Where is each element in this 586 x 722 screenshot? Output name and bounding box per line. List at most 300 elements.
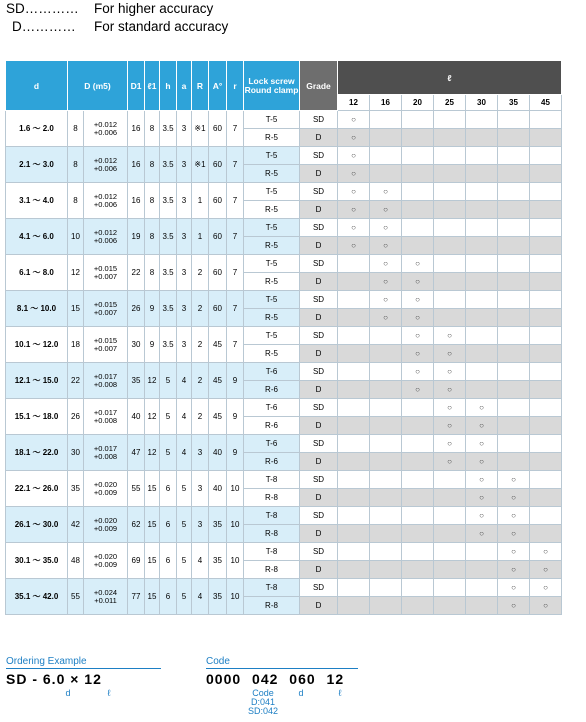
cell-ell-35 bbox=[498, 507, 530, 525]
header-grade: Grade bbox=[300, 61, 338, 111]
cell-ell-12 bbox=[338, 507, 370, 525]
cell-ell-12 bbox=[338, 183, 370, 201]
cell-ell-30 bbox=[466, 327, 498, 345]
cell-l1: 8 bbox=[145, 183, 160, 219]
cell-grade: D bbox=[300, 597, 338, 615]
cell-l1: 15 bbox=[145, 507, 160, 543]
cell-ell-45 bbox=[530, 147, 562, 165]
cell-ell-12 bbox=[338, 597, 370, 615]
cell-ell-30 bbox=[466, 165, 498, 183]
cell-ell-12 bbox=[338, 471, 370, 489]
cell-ell-35 bbox=[498, 111, 530, 129]
cell-ell-16 bbox=[370, 543, 402, 561]
header-d: d bbox=[6, 61, 68, 111]
cell-grade: SD bbox=[300, 111, 338, 129]
cell-ell-25 bbox=[434, 543, 466, 561]
availability-mark: ○ bbox=[447, 385, 452, 394]
cell-d: 3.1 ～ 4.0 bbox=[6, 183, 68, 219]
header-D1: D1 bbox=[128, 61, 145, 111]
cell-A: 60 bbox=[209, 255, 227, 291]
cell-tolerance bbox=[84, 399, 128, 435]
cell-d: 8.1 ～ 10.0 bbox=[6, 291, 68, 327]
cell-l1: 8 bbox=[145, 111, 160, 147]
cell-D: 26 bbox=[68, 399, 84, 435]
cell-D1: 22 bbox=[128, 255, 145, 291]
cell-D: 12 bbox=[68, 255, 84, 291]
cell-ell-12 bbox=[338, 147, 370, 165]
cell-ell-25 bbox=[434, 327, 466, 345]
ordering-sub-l: ℓ bbox=[107, 688, 111, 698]
cell-tolerance bbox=[84, 291, 128, 327]
cell-clamp: T-5 bbox=[244, 147, 300, 165]
ell-value-header: 20 bbox=[402, 95, 434, 111]
cell-grade: D bbox=[300, 129, 338, 147]
cell-a: 3 bbox=[177, 327, 192, 363]
cell-ell-16 bbox=[370, 111, 402, 129]
cell-ell-25 bbox=[434, 201, 466, 219]
cell-ell-25 bbox=[434, 381, 466, 399]
cell-ell-16 bbox=[370, 561, 402, 579]
cell-ell-16 bbox=[370, 219, 402, 237]
cell-r: 9 bbox=[227, 399, 244, 435]
cell-clamp: R-5 bbox=[244, 273, 300, 291]
cell-ell-45 bbox=[530, 309, 562, 327]
cell-grade: SD bbox=[300, 255, 338, 273]
cell-ell-12 bbox=[338, 417, 370, 435]
header-R: R bbox=[192, 61, 209, 111]
availability-mark: ○ bbox=[415, 295, 420, 304]
cell-ell-35 bbox=[498, 399, 530, 417]
cell-tolerance bbox=[84, 363, 128, 399]
availability-mark: ○ bbox=[383, 313, 388, 322]
cell-D: 8 bbox=[68, 183, 84, 219]
cell-grade: D bbox=[300, 345, 338, 363]
cell-clamp: R-8 bbox=[244, 489, 300, 507]
cell-ell-12 bbox=[338, 381, 370, 399]
cell-tolerance bbox=[84, 219, 128, 255]
cell-ell-20 bbox=[402, 219, 434, 237]
cell-ell-45 bbox=[530, 183, 562, 201]
code-sub-code-d: D:041 bbox=[250, 697, 276, 707]
cell-D: 15 bbox=[68, 291, 84, 327]
table-row bbox=[6, 147, 562, 165]
cell-grade: D bbox=[300, 453, 338, 471]
header-D: D (m5) bbox=[68, 61, 128, 111]
cell-grade: D bbox=[300, 561, 338, 579]
cell-clamp: T-6 bbox=[244, 399, 300, 417]
cell-R: ※1 bbox=[192, 111, 209, 147]
ordering-subs bbox=[6, 689, 161, 717]
cell-ell-12 bbox=[338, 255, 370, 273]
cell-ell-35 bbox=[498, 381, 530, 399]
availability-mark: ○ bbox=[351, 151, 356, 160]
tolerance-upper: +0.020 bbox=[93, 515, 118, 525]
cell-ell-20 bbox=[402, 111, 434, 129]
cell-clamp: R-5 bbox=[244, 237, 300, 255]
cell-D1: 55 bbox=[128, 471, 145, 507]
cell-ell-20 bbox=[402, 543, 434, 561]
table-row bbox=[6, 507, 562, 525]
availability-mark: ○ bbox=[511, 493, 516, 502]
cell-ell-30 bbox=[466, 219, 498, 237]
availability-mark: ○ bbox=[447, 367, 452, 376]
cell-ell-25 bbox=[434, 111, 466, 129]
cell-ell-16 bbox=[370, 309, 402, 327]
cell-grade: D bbox=[300, 201, 338, 219]
cell-ell-30 bbox=[466, 273, 498, 291]
availability-mark: ○ bbox=[351, 205, 356, 214]
availability-mark: ○ bbox=[479, 421, 484, 430]
cell-ell-16 bbox=[370, 579, 402, 597]
cell-A: 45 bbox=[209, 399, 227, 435]
cell-ell-20 bbox=[402, 363, 434, 381]
cell-ell-20 bbox=[402, 129, 434, 147]
cell-clamp: T-6 bbox=[244, 435, 300, 453]
cell-ell-16 bbox=[370, 435, 402, 453]
cell-grade: SD bbox=[300, 219, 338, 237]
cell-ell-35 bbox=[498, 327, 530, 345]
availability-mark: ○ bbox=[479, 457, 484, 466]
availability-mark: ○ bbox=[447, 403, 452, 412]
cell-ell-25 bbox=[434, 165, 466, 183]
cell-A: 60 bbox=[209, 291, 227, 327]
cell-grade: SD bbox=[300, 147, 338, 165]
cell-R: 1 bbox=[192, 219, 209, 255]
cell-D1: 62 bbox=[128, 507, 145, 543]
cell-r: 7 bbox=[227, 291, 244, 327]
cell-ell-30 bbox=[466, 597, 498, 615]
cell-h: 3.5 bbox=[160, 219, 177, 255]
cell-ell-35 bbox=[498, 579, 530, 597]
legend-text-d: For standard accuracy bbox=[94, 19, 229, 34]
cell-ell-35 bbox=[498, 597, 530, 615]
cell-D1: 16 bbox=[128, 147, 145, 183]
tolerance-lower: +0.006 bbox=[93, 199, 118, 209]
cell-ell-25 bbox=[434, 309, 466, 327]
cell-ell-12 bbox=[338, 237, 370, 255]
tolerance-upper: +0.012 bbox=[93, 119, 118, 129]
cell-grade: SD bbox=[300, 507, 338, 525]
cell-ell-16 bbox=[370, 291, 402, 309]
cell-a: 5 bbox=[177, 471, 192, 507]
cell-ell-35 bbox=[498, 417, 530, 435]
cell-clamp: T-6 bbox=[244, 363, 300, 381]
tolerance-lower: +0.008 bbox=[93, 451, 118, 461]
cell-D1: 30 bbox=[128, 327, 145, 363]
legend-key-sd: SD………… bbox=[6, 1, 79, 16]
cell-ell-25 bbox=[434, 345, 466, 363]
cell-ell-45 bbox=[530, 579, 562, 597]
cell-ell-16 bbox=[370, 201, 402, 219]
cell-clamp: R-8 bbox=[244, 525, 300, 543]
cell-a: 5 bbox=[177, 507, 192, 543]
cell-ell-35 bbox=[498, 201, 530, 219]
cell-ell-16 bbox=[370, 129, 402, 147]
legend-text-sd: For higher accuracy bbox=[94, 1, 214, 16]
availability-mark: ○ bbox=[543, 565, 548, 574]
cell-ell-16 bbox=[370, 165, 402, 183]
availability-mark: ○ bbox=[383, 241, 388, 250]
cell-ell-35 bbox=[498, 273, 530, 291]
cell-ell-20 bbox=[402, 309, 434, 327]
availability-mark: ○ bbox=[415, 349, 420, 358]
header-clamp-line2: Round clamp bbox=[244, 84, 299, 95]
availability-mark: ○ bbox=[351, 187, 356, 196]
table-row bbox=[6, 219, 562, 237]
cell-ell-12 bbox=[338, 219, 370, 237]
table-row bbox=[6, 543, 562, 561]
availability-mark: ○ bbox=[447, 457, 452, 466]
tolerance-upper: +0.012 bbox=[93, 191, 118, 201]
cell-ell-16 bbox=[370, 345, 402, 363]
availability-mark: ○ bbox=[479, 529, 484, 538]
ordering-value: SD - 6.0 × 12 bbox=[6, 671, 102, 687]
cell-r: 10 bbox=[227, 471, 244, 507]
availability-mark: ○ bbox=[543, 601, 548, 610]
cell-tolerance bbox=[84, 255, 128, 291]
cell-a: 4 bbox=[177, 435, 192, 471]
cell-grade: D bbox=[300, 417, 338, 435]
availability-mark: ○ bbox=[351, 115, 356, 124]
cell-ell-30 bbox=[466, 183, 498, 201]
cell-ell-20 bbox=[402, 255, 434, 273]
cell-ell-45 bbox=[530, 291, 562, 309]
spec-table bbox=[5, 60, 562, 615]
cell-a: 3 bbox=[177, 291, 192, 327]
cell-A: 35 bbox=[209, 507, 227, 543]
availability-mark: ○ bbox=[511, 475, 516, 484]
legend-row-d bbox=[6, 18, 228, 36]
cell-clamp: R-5 bbox=[244, 345, 300, 363]
cell-ell-20 bbox=[402, 471, 434, 489]
cell-ell-45 bbox=[530, 237, 562, 255]
cell-h: 6 bbox=[160, 579, 177, 615]
cell-ell-20 bbox=[402, 579, 434, 597]
cell-ell-25 bbox=[434, 453, 466, 471]
cell-ell-16 bbox=[370, 525, 402, 543]
cell-ell-45 bbox=[530, 381, 562, 399]
availability-mark: ○ bbox=[415, 367, 420, 376]
availability-mark: ○ bbox=[447, 349, 452, 358]
cell-R: 4 bbox=[192, 543, 209, 579]
cell-ell-35 bbox=[498, 129, 530, 147]
cell-a: 3 bbox=[177, 255, 192, 291]
availability-mark: ○ bbox=[415, 313, 420, 322]
cell-ell-45 bbox=[530, 507, 562, 525]
cell-ell-35 bbox=[498, 435, 530, 453]
cell-ell-20 bbox=[402, 525, 434, 543]
availability-mark: ○ bbox=[351, 133, 356, 142]
cell-ell-20 bbox=[402, 273, 434, 291]
cell-tolerance bbox=[84, 507, 128, 543]
cell-D: 48 bbox=[68, 543, 84, 579]
cell-ell-30 bbox=[466, 489, 498, 507]
cell-clamp: T-5 bbox=[244, 255, 300, 273]
cell-ell-35 bbox=[498, 309, 530, 327]
header-ell: ℓ bbox=[338, 61, 562, 95]
cell-ell-25 bbox=[434, 489, 466, 507]
cell-clamp: R-5 bbox=[244, 309, 300, 327]
tolerance-lower: +0.006 bbox=[93, 163, 118, 173]
availability-mark: ○ bbox=[383, 205, 388, 214]
availability-mark: ○ bbox=[447, 421, 452, 430]
cell-clamp: T-8 bbox=[244, 543, 300, 561]
cell-ell-12 bbox=[338, 525, 370, 543]
cell-ell-25 bbox=[434, 507, 466, 525]
cell-D: 35 bbox=[68, 471, 84, 507]
cell-ell-12 bbox=[338, 561, 370, 579]
cell-h: 5 bbox=[160, 435, 177, 471]
cell-ell-16 bbox=[370, 399, 402, 417]
cell-ell-12 bbox=[338, 453, 370, 471]
cell-R: 4 bbox=[192, 579, 209, 615]
cell-grade: D bbox=[300, 165, 338, 183]
cell-ell-16 bbox=[370, 489, 402, 507]
availability-mark: ○ bbox=[511, 565, 516, 574]
cell-grade: D bbox=[300, 489, 338, 507]
tolerance-lower: +0.011 bbox=[94, 595, 117, 605]
cell-r: 10 bbox=[227, 543, 244, 579]
cell-ell-45 bbox=[530, 399, 562, 417]
cell-grade: D bbox=[300, 525, 338, 543]
cell-r: 7 bbox=[227, 183, 244, 219]
cell-ell-45 bbox=[530, 489, 562, 507]
cell-ell-25 bbox=[434, 417, 466, 435]
cell-ell-20 bbox=[402, 417, 434, 435]
cell-clamp: R-5 bbox=[244, 201, 300, 219]
ell-value-header: 12 bbox=[338, 95, 370, 111]
availability-mark: ○ bbox=[479, 511, 484, 520]
cell-R: 2 bbox=[192, 363, 209, 399]
code-value: 0000 042 060 12 bbox=[206, 671, 345, 687]
table-row bbox=[6, 471, 562, 489]
cell-l1: 9 bbox=[145, 291, 160, 327]
cell-ell-20 bbox=[402, 381, 434, 399]
cell-ell-45 bbox=[530, 471, 562, 489]
cell-ell-25 bbox=[434, 183, 466, 201]
cell-a: 5 bbox=[177, 543, 192, 579]
cell-h: 3.5 bbox=[160, 183, 177, 219]
cell-ell-45 bbox=[530, 273, 562, 291]
grade-legend bbox=[6, 0, 228, 36]
cell-l1: 12 bbox=[145, 399, 160, 435]
cell-grade: SD bbox=[300, 579, 338, 597]
availability-mark: ○ bbox=[415, 385, 420, 394]
cell-D1: 77 bbox=[128, 579, 145, 615]
cell-A: 40 bbox=[209, 471, 227, 507]
cell-grade: D bbox=[300, 237, 338, 255]
cell-tolerance bbox=[84, 183, 128, 219]
cell-A: 60 bbox=[209, 183, 227, 219]
cell-D: 18 bbox=[68, 327, 84, 363]
cell-h: 3.5 bbox=[160, 147, 177, 183]
availability-mark: ○ bbox=[351, 241, 356, 250]
cell-ell-20 bbox=[402, 561, 434, 579]
cell-ell-35 bbox=[498, 345, 530, 363]
cell-ell-45 bbox=[530, 327, 562, 345]
cell-ell-25 bbox=[434, 147, 466, 165]
cell-ell-30 bbox=[466, 363, 498, 381]
cell-ell-16 bbox=[370, 507, 402, 525]
cell-ell-35 bbox=[498, 147, 530, 165]
cell-clamp: R-6 bbox=[244, 417, 300, 435]
availability-mark: ○ bbox=[447, 331, 452, 340]
cell-ell-20 bbox=[402, 453, 434, 471]
availability-mark: ○ bbox=[383, 223, 388, 232]
cell-tolerance bbox=[84, 327, 128, 363]
table-row bbox=[6, 183, 562, 201]
cell-clamp: T-5 bbox=[244, 183, 300, 201]
cell-a: 3 bbox=[177, 183, 192, 219]
cell-ell-12 bbox=[338, 291, 370, 309]
cell-d: 30.1 ～ 35.0 bbox=[6, 543, 68, 579]
cell-ell-45 bbox=[530, 201, 562, 219]
tolerance-upper: +0.012 bbox=[93, 227, 118, 237]
cell-r: 7 bbox=[227, 111, 244, 147]
cell-ell-25 bbox=[434, 435, 466, 453]
cell-clamp: T-5 bbox=[244, 219, 300, 237]
cell-clamp: T-8 bbox=[244, 579, 300, 597]
cell-ell-30 bbox=[466, 525, 498, 543]
cell-ell-30 bbox=[466, 291, 498, 309]
tolerance-lower: +0.008 bbox=[93, 415, 118, 425]
cell-ell-35 bbox=[498, 165, 530, 183]
cell-ell-16 bbox=[370, 273, 402, 291]
cell-ell-35 bbox=[498, 525, 530, 543]
cell-ell-35 bbox=[498, 255, 530, 273]
cell-ell-12 bbox=[338, 327, 370, 345]
availability-mark: ○ bbox=[479, 475, 484, 484]
cell-l1: 9 bbox=[145, 327, 160, 363]
cell-l1: 8 bbox=[145, 147, 160, 183]
tolerance-upper: +0.024 bbox=[93, 587, 118, 597]
cell-ell-35 bbox=[498, 237, 530, 255]
cell-ell-16 bbox=[370, 471, 402, 489]
tolerance-lower: +0.009 bbox=[93, 487, 118, 497]
cell-clamp: R-8 bbox=[244, 561, 300, 579]
cell-grade: SD bbox=[300, 543, 338, 561]
cell-ell-45 bbox=[530, 543, 562, 561]
cell-ell-12 bbox=[338, 111, 370, 129]
cell-d: 2.1 ～ 3.0 bbox=[6, 147, 68, 183]
tolerance-upper: +0.017 bbox=[93, 443, 118, 453]
cell-ell-12 bbox=[338, 129, 370, 147]
legend-key-d: D………… bbox=[12, 19, 76, 34]
cell-ell-30 bbox=[466, 435, 498, 453]
cell-ell-25 bbox=[434, 399, 466, 417]
cell-clamp: R-8 bbox=[244, 597, 300, 615]
cell-ell-16 bbox=[370, 597, 402, 615]
cell-h: 5 bbox=[160, 399, 177, 435]
cell-D: 42 bbox=[68, 507, 84, 543]
cell-ell-25 bbox=[434, 219, 466, 237]
cell-ell-20 bbox=[402, 165, 434, 183]
cell-grade: SD bbox=[300, 399, 338, 417]
cell-grade: SD bbox=[300, 327, 338, 345]
cell-ell-12 bbox=[338, 399, 370, 417]
cell-ell-45 bbox=[530, 525, 562, 543]
availability-mark: ○ bbox=[351, 169, 356, 178]
cell-l1: 8 bbox=[145, 219, 160, 255]
cell-ell-16 bbox=[370, 363, 402, 381]
cell-clamp: T-8 bbox=[244, 507, 300, 525]
cell-grade: D bbox=[300, 273, 338, 291]
cell-ell-30 bbox=[466, 399, 498, 417]
cell-ell-30 bbox=[466, 147, 498, 165]
table-row bbox=[6, 111, 562, 129]
cell-A: 35 bbox=[209, 543, 227, 579]
cell-ell-20 bbox=[402, 489, 434, 507]
